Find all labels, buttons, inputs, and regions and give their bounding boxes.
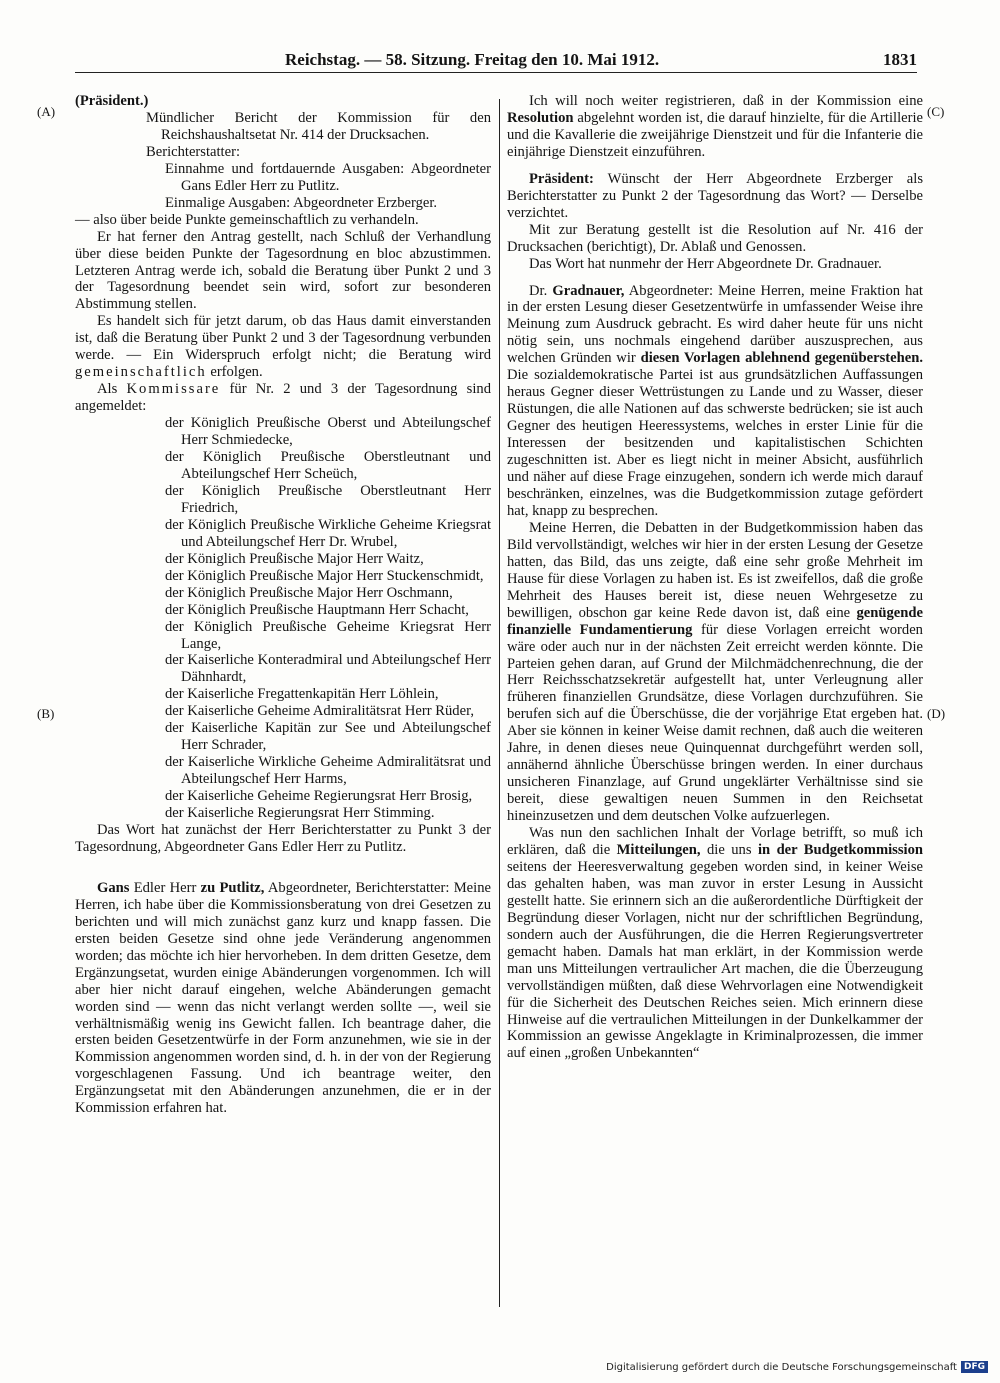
paragraph: Präsident: Wünscht der Herr Abgeordnete Erzberger als Berichterstatter zu Punkt 2 der Tagesordnung das Wort? — Derselbe verzichtet. <box>507 170 923 221</box>
list-item: der Kaiserliche Wirkliche Geheime Admiralitätsrat und Abteilungschef Herr Harms, <box>165 754 491 788</box>
list-item: der Königlich Preußische Wirkliche Geheime Kriegsrat und Abteilungschef Herr Dr. Wrubel, <box>165 516 491 550</box>
paragraph: — also über beide Punkte gemeinschaftlich zu verhandeln. <box>75 211 419 228</box>
bold-text: diesen Vorlagen ablehnend gegenüberstehen. <box>640 350 923 367</box>
speaker-name: Gans <box>97 879 130 896</box>
speaker-name: Präsident: <box>529 170 594 187</box>
list-item: der Königlich Preußische Oberstleutnant Herr Friedrich, <box>165 482 491 516</box>
bold-text: Resolution <box>507 109 574 126</box>
spacer <box>75 856 491 880</box>
page-number: 1831 <box>883 50 917 69</box>
credit-text: Digitalisierung gefördert durch die Deutsche Forschungsgemeinschaft <box>606 1361 957 1373</box>
emphasis-text: Kommissare <box>126 381 221 398</box>
list-item: der Königlich Preußische Oberstleutnant und Abteilungschef Herr Scheüch, <box>165 449 491 482</box>
paragraph: Als Kommissare für Nr. 2 und 3 der Tagesordnung sind angemeldet: <box>75 381 492 415</box>
speech-paragraph: Dr. Gradnauer, Abgeordneter: Meine Herren, meine Fraktion hat in der ersten Lesung dieser Gesetzentwürfe in umfassender Weise ihre Meinung zum Ausdruck gebracht. Es wird daher heute für uns nicht nötig sein, uns nochmals eingehend darüber auszusprechen, aus welchen Gründen wir diesen Vorlagen ablehnend gegenüberstehen. Die sozialdemokratische Partei ist aus grundsätzlichen Auffassungen heraus Gegner dieser Wettrüstungen zu Lande und zu Wasser, dieser Rüstungen, die alle Nationen auf das schwerste bedrücken; sie ist auch Gegner des heutigen Heeressystems, welches in erster Linie für die Interessen der besitzenden und kapitalistischen Schichten zugeschnitten ist. Aber es liegt nicht in meiner Absicht, ausführlich und näher auf diese Frage einzugehen, sondern ich werde mich darauf beschränken, einzelnes, was die Budgetkommission zutage gefördert hat, knapp zu besprechen. <box>507 282 923 519</box>
list-item: der Königlich Preußische Geheime Kriegsrat Herr Lange, <box>165 618 491 652</box>
paragraph: Er hat ferner den Antrag gestellt, nach Schluß der Verhandlung über diese beiden Punkte der Tagesordnung en bloc abzustimmen. Letzteren Antrag werde ich, sobald die Beratung über Punkt 2 und 3 der Tagesordnung beendet sein wird, sofort zur besonderen Abstimmung stellen. <box>75 228 491 313</box>
spacer <box>507 273 923 283</box>
list-item: der Kaiserliche Regierungsrat Herr Stimming. <box>165 805 435 822</box>
list-item: der Königlich Preußische Major Herr Oschmann, <box>165 584 453 601</box>
marker-b: (B) <box>37 706 55 721</box>
speech-paragraph: Gans Edler Herr zu Putlitz, Abgeordneter, Berichterstatter: Meine Herren, ich habe über die Kommissionsberatung von drei Gesetzen zu berichten und will mich zunächst ganz kurz und knapp fassen. Die ersten beiden Gesetze sind ohne jede Veränderung angenommen worden; das möchte ich hier hervorheben. In dem dritten Gesetze, dem Ergänzungsetat, wurden einige Abänderungen vorgenommen. Ich will aber hier nicht darauf eingehen, welche Abänderungen gemacht worden sind — wenn das nicht verlangt werden sollte —, weil sie verhältnismäßig wenig ins Gewicht fallen. Ich beantrage daher, die ersten beiden Gesetzentwürfe in der Form anzunehmen, wie sie in der Kommission angenommen worden sind, d. h. in der von der Regierung vorgeschlagenen Fassung. Und ich beantrage weiter, den Ergänzungsetat mit den Abänderungen anzunehmen, die er in der Kommission erfahren hat. <box>75 879 491 1117</box>
list-item: der Kaiserliche Fregattenkapitän Herr Löhlein, <box>165 686 439 703</box>
paragraph: Das Wort hat nunmehr der Herr Abgeordnete Dr. Gradnauer. <box>529 255 882 272</box>
agenda-item: Berichterstatter: <box>146 143 241 160</box>
running-title: Reichstag. — 58. Sitzung. Freitag den 10. Mai 1912. <box>285 50 660 69</box>
digitization-credit <box>606 1361 988 1373</box>
list-item: der Königlich Preußische Hauptmann Herr Schacht, <box>165 601 469 618</box>
list-item: der Kaiserliche Geheime Regierungsrat Herr Brosig, <box>165 788 473 805</box>
bold-text: genügende finanzielle Fundamentierung <box>507 604 923 638</box>
marker-a: (A) <box>37 104 56 119</box>
paragraph: Was nun den sachlichen Inhalt der Vorlage betrifft, so muß ich erklären, daß die Mitteilungen, die uns in der Budgetkommission seitens der Heeresverwaltung gegeben worden sind, in keiner Weise das gehalten haben, was man zuvor in erster Lesung in Aussicht gestellt hatte. Sie erinnern sich an die außerordentliche Dürftigkeit der Begründung dieser Vorlagen, nicht nur der schriftlichen Begründung, sondern auch der Ausführungen, die die Herren Regierungsvertreter gemacht haben. Damals hat man erklärt, in der Kommission werde man uns Mitteilungen vertraulicher Art machen, die die Überzeugung vervollständigen müßten, daß diese Wehrvorlagen eine Notwendigkeit für die Sicherheit des Deutschen Reiches seien. Mich erinnern diese Hinweise auf die vertraulichen Mitteilungen in der Dunkelkammer der Kommission an gewisse Angeklagte in Kriminalprozessen, die immer auf einen „großen Unbekannten“ <box>507 825 924 1062</box>
paragraph: Ich will noch weiter registrieren, daß in der Kommission eine Resolution abgelehnt worden ist, die darauf hinzielte, für die Artillerie und die Kavallerie die zweijährige Dienstzeit und für die Infanterie die einjährige Dienstzeit einzuführen. <box>507 93 924 160</box>
page-header <box>75 50 917 73</box>
list-item: der Königlich Preußische Major Herr Waitz, <box>165 550 424 567</box>
agenda-item: Einmalige Ausgaben: Abgeordneter Erzberger. <box>165 194 438 211</box>
list-item: der Kaiserliche Konteradmiral und Abteilungschef Herr Dähnhardt, <box>165 652 491 686</box>
bold-text: in der Budgetkommission <box>757 841 924 858</box>
left-column <box>75 93 491 1117</box>
paragraph: Es handelt sich für jetzt darum, ob das Haus damit einverstanden ist, daß die Beratung über Punkt 2 und 3 der Tagesordnung verbunden werde. — Ein Widerspruch erfolgt nicht; die Beratung wird gemeinschaftlich erfolgen. <box>75 313 491 381</box>
agenda-item: Mündlicher Bericht der Kommission für den Reichshaushaltsetat Nr. 414 der Drucksachen. <box>146 109 491 143</box>
speaker-name: zu Putlitz, <box>200 879 265 896</box>
list-item: der Kaiserliche Kapitän zur See und Abteilungschef Herr Schrader, <box>165 720 491 754</box>
speaker-name: Gradnauer, <box>552 282 625 299</box>
emphasis-text: gemeinschaftlich <box>75 364 207 381</box>
bold-text: Mitteilungen, <box>616 841 701 858</box>
marker-d: (D) <box>927 706 946 721</box>
right-column <box>507 93 923 1062</box>
paragraph: Mit zur Beratung gestellt ist die Resolution auf Nr. 416 der Drucksachen (berichtigt), Dr. Ablaß und Genossen. <box>507 221 923 255</box>
list-item: der Kaiserliche Geheime Admiralitätsrat Herr Rüder, <box>165 703 475 720</box>
marker-c: (C) <box>927 104 945 119</box>
list-item: der Königlich Preußische Major Herr Stuckenschmidt, <box>165 567 484 584</box>
paragraph: Meine Herren, die Debatten in der Budgetkommission haben das Bild vervollständigt, welches wir hier in der ersten Lesung der Gesetze hatten, das Bild, das uns zeigte, daß eine sehr große Mehrheit im Hause für diese Vorlagen zu haben ist. Es ist zweifellos, daß die große Mehrheit des Hauses bereit ist, diese neuen Wehrgesetze zu bewilligen, obschon gar keine Rede davon ist, daß eine genügende finanzielle Fundamentierung für diese Vorlagen erreicht worden wäre oder auch nur in der nächsten Zeit erreicht werden könnte. Die Parteien gehen daran, auf Grund der Milchmädchenrechnung, die der Herr Reichsschatzsekretär aufgestellt hat, unter Verleugnung aller früheren finanziellen Grundsätze, diese Vorlagen durchzuführen. Sie berufen sich auf die Überschüsse, die der vorjährige Etat ergeben hat. Aber sie können in keiner Weise damit rechnen, daß auch die weiteren Jahre, in denen dieses neue Quinquennat durchgeführt werden soll, annähernd ähnliche Überschüsse bringen werden. In einer durchaus unsicheren Finanzlage, auf Grund ungeklärter Verhältnisse sind sie bereit, diese gewaltigen neuen Summen in den Reichsetat hineinzusetzen und dem deutschen Volke aufzuerlegen. <box>507 519 923 825</box>
speaker-label: (Präsident.) <box>75 93 149 109</box>
list-item: der Königlich Preußische Oberst und Abteilungschef Herr Schmiedecke, <box>165 415 491 449</box>
agenda-item: Einnahme und fortdauernde Ausgaben: Abgeordneter Gans Edler Herr zu Putlitz. <box>165 160 491 194</box>
paragraph: Das Wort hat zunächst der Herr Berichterstatter zu Punkt 3 der Tagesordnung, Abgeordneter Gans Edler Herr zu Putlitz. <box>75 821 491 855</box>
spacer <box>507 161 923 171</box>
dfg-logo-icon: DFG <box>961 1361 988 1373</box>
column-divider <box>499 99 500 1307</box>
